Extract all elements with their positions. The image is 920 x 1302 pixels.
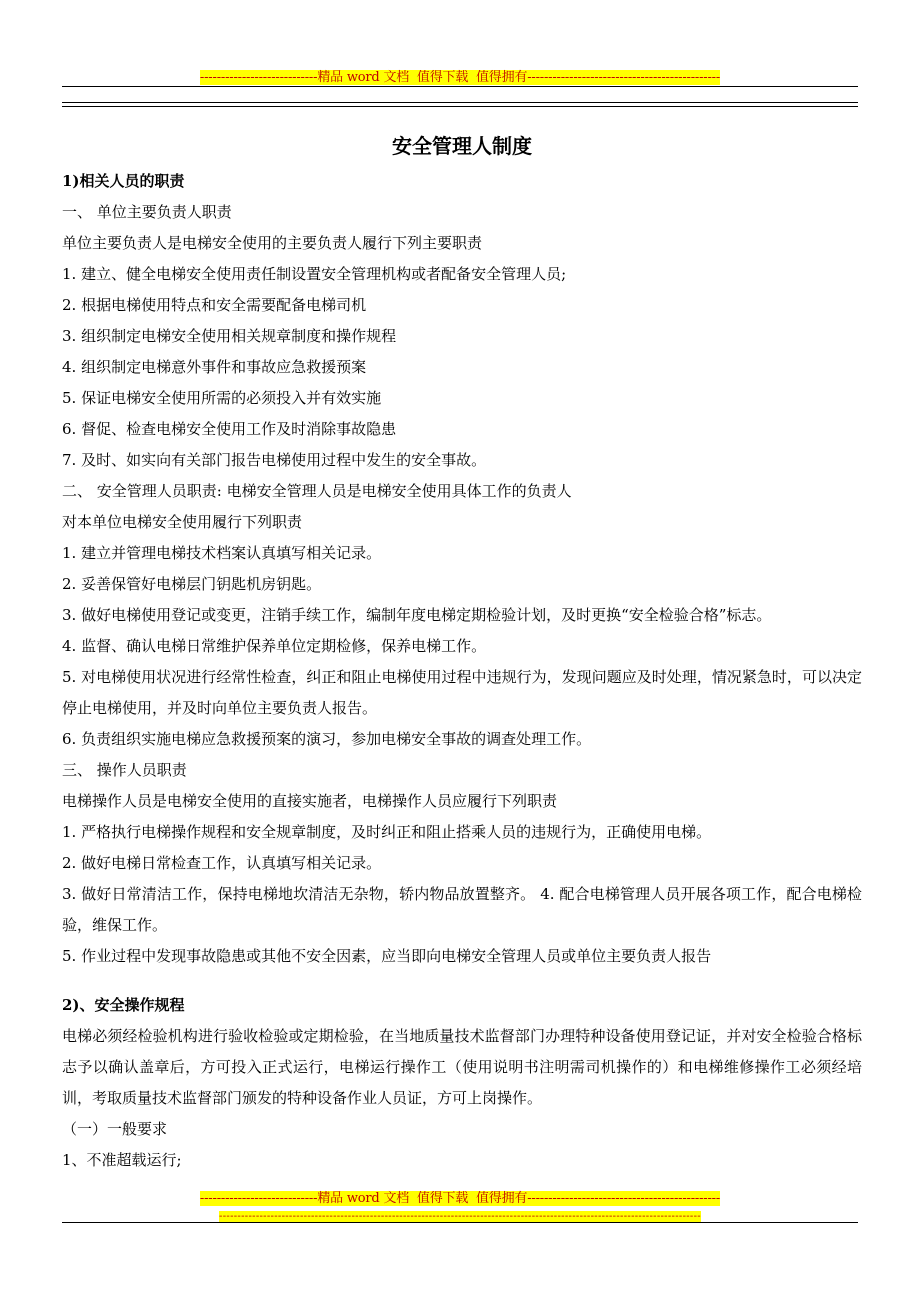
section-heading: 1)相关人员的职责 — [62, 172, 185, 190]
list-item: 3. 做好电梯使用登记或变更，注销手续工作，编制年度电梯定期检验计划，及时更换“安全检验合格”标志。 — [62, 606, 772, 624]
list-item: 2. 妥善保管好电梯层门钥匙机房钥匙。 — [62, 575, 322, 593]
document-body — [62, 130, 862, 1176]
list-item: 2. 做好电梯日常检查工作，认真填写相关记录。 — [62, 854, 382, 872]
list-item: 3. 做好日常清洁工作，保持电梯地坎清洁无杂物，轿内物品放置整齐。 4. 配合电梯管理人员开展各项工作，配合电梯检验，维保工作。 — [62, 885, 862, 934]
list-item: 5. 对电梯使用状况进行经常性检查，纠正和阻止电梯使用过程中违规行为，发现问题应及时处理，情况紧急时，可以决定停止电梯使用，并及时向单位主要负责人报告。 — [62, 668, 862, 717]
list-item: 7. 及时、如实向有关部门报告电梯使用过程中发生的安全事故。 — [62, 451, 487, 469]
paragraph: 电梯操作人员是电梯安全使用的直接实施者，电梯操作人员应履行下列职责 — [62, 792, 558, 810]
list-item: 3. 组织制定电梯安全使用相关规章制度和操作规程 — [62, 327, 397, 345]
list-item: 1、不准超载运行; — [62, 1151, 182, 1169]
list-item: 4. 监督、确认电梯日常维护保养单位定期检修，保养电梯工作。 — [62, 637, 487, 655]
spacer — [62, 972, 862, 990]
footer-rule — [62, 1222, 858, 1223]
list-item: 6. 督促、检查电梯安全使用工作及时消除事故隐患 — [62, 420, 397, 438]
list-item: 1. 建立、健全电梯安全使用责任制设置安全管理机构或者配备安全管理人员; — [62, 265, 567, 283]
list — [62, 259, 862, 476]
header-rule — [62, 86, 858, 87]
list-item: 2. 根据电梯使用特点和安全需要配备电梯司机 — [62, 296, 367, 314]
list-item: 1. 严格执行电梯操作规程和安全规章制度，及时纠正和阻止搭乘人员的违规行为，正确使用电梯。 — [62, 823, 712, 841]
header-banner-text: ----------------------------精品 word 文档 值得下载 值得拥有---------------------------------------------- — [199, 70, 721, 85]
footer-banner-text: ----------------------------精品 word 文档 值得下载 值得拥有---------------------------------------------- — [199, 1191, 721, 1206]
subsection-heading: 二、 安全管理人员职责: 电梯安全管理人员是电梯安全使用具体工作的负责人 — [62, 482, 572, 500]
subsection-heading: 三、 操作人员职责 — [62, 761, 187, 779]
header-banner — [0, 66, 920, 86]
paragraph: 电梯必须经检验机构进行验收检验或定期检验，在当地质量技术监督部门办理特种设备使用登记证，并对安全检验合格标志予以确认盖章后，方可投入正式运行，电梯运行操作工（使用说明书注明需司机操作的）和电梯维修操作工必须经培训，考取质量技术监督部门颁发的特种设备作业人员证，方可上岗操作。 — [62, 1027, 862, 1107]
subsection-heading: （一）一般要求 — [62, 1120, 168, 1138]
list-item: 1. 建立并管理电梯技术档案认真填写相关记录。 — [62, 544, 382, 562]
subsection-heading: 一、 单位主要负责人职责 — [62, 203, 232, 221]
list — [62, 538, 862, 755]
paragraph: 单位主要负责人是电梯安全使用的主要负责人履行下列主要职责 — [62, 234, 483, 252]
footer-dash-text: ----------------------------------------------------------------------------------------------------------------------------------- — [219, 1211, 701, 1222]
list-item: 5. 作业过程中发现事故隐患或其他不安全因素，应当即向电梯安全管理人员或单位主要负责人报告 — [62, 947, 712, 965]
header-double-rule — [62, 102, 858, 107]
section-heading: 2)、安全操作规程 — [62, 996, 185, 1014]
list-item: 4. 组织制定电梯意外事件和事故应急救援预案 — [62, 358, 367, 376]
paragraph: 对本单位电梯安全使用履行下列职责 — [62, 513, 303, 531]
list-item: 5. 保证电梯安全使用所需的必须投入并有效实施 — [62, 389, 382, 407]
document-title: 安全管理人制度 — [392, 134, 532, 158]
list — [62, 817, 862, 972]
list-item: 6. 负责组织实施电梯应急救援预案的演习，参加电梯安全事故的调查处理工作。 — [62, 730, 592, 748]
